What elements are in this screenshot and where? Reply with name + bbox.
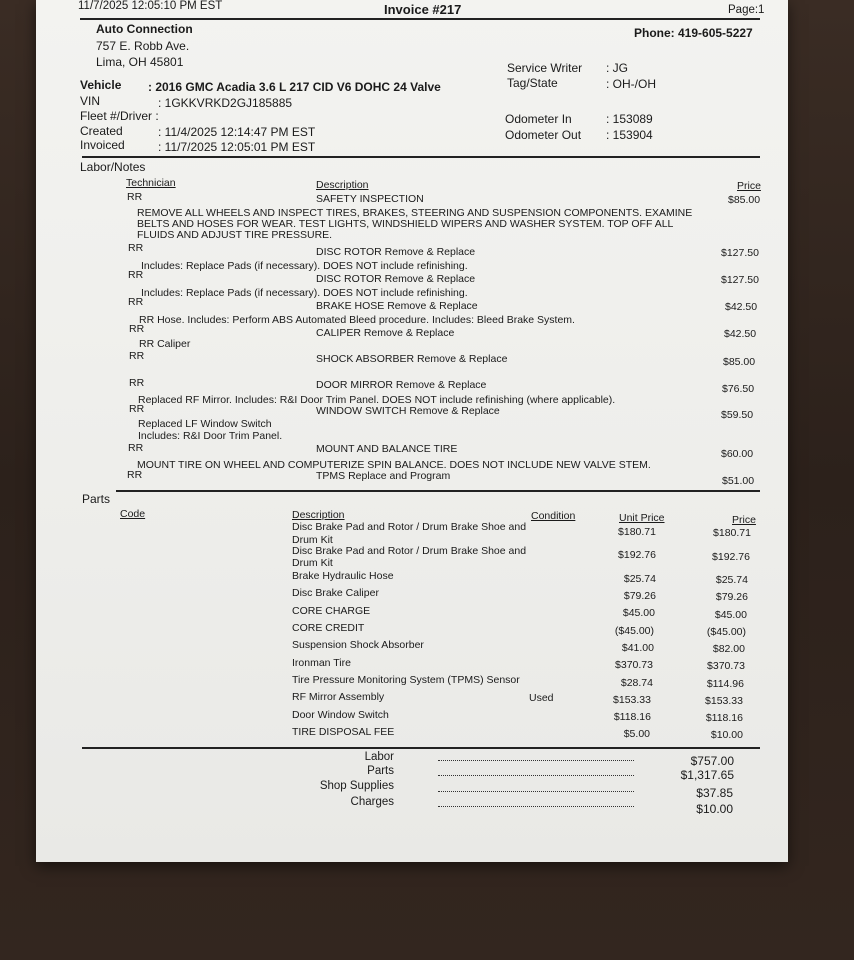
shop-address-line2: Lima, OH 45801 bbox=[96, 55, 184, 69]
fleet-label: Fleet #/Driver : bbox=[80, 109, 159, 123]
labor-tech: RR bbox=[128, 269, 144, 281]
part-description-cont: Drum Kit bbox=[292, 557, 333, 569]
part-unit-price: $118.16 bbox=[613, 711, 651, 723]
labor-price: $42.50 bbox=[724, 328, 757, 340]
labor-price: $42.50 bbox=[725, 301, 758, 313]
part-description: TIRE DISPOSAL FEE bbox=[292, 726, 395, 738]
part-unit-price: $370.73 bbox=[615, 659, 653, 671]
part-condition: Used bbox=[529, 692, 554, 704]
header-rule bbox=[80, 18, 760, 20]
part-unit-price: $192.76 bbox=[618, 549, 656, 561]
labor-price: $59.50 bbox=[721, 409, 754, 421]
total-label: Labor bbox=[364, 751, 394, 763]
vin-value: : 1GKKVRKD2GJ185885 bbox=[158, 96, 293, 110]
odometer-out-label: Odometer Out bbox=[505, 128, 582, 142]
labor-note: Includes: Replace Pads (if necessary). DOES NOT include refinishing. bbox=[141, 260, 468, 272]
part-description: CORE CREDIT bbox=[292, 622, 365, 634]
leader-dots bbox=[438, 806, 634, 807]
labor-price: $127.50 bbox=[721, 274, 759, 286]
labor-note: MOUNT TIRE ON WHEEL AND COMPUTERIZE SPIN BALANCE. DOES NOT INCLUDE NEW VALVE STEM. bbox=[137, 459, 651, 471]
labor-tech: RR bbox=[127, 191, 143, 203]
total-value: $757.00 bbox=[690, 754, 734, 768]
labor-tech: RR bbox=[129, 350, 145, 362]
part-description: Suspension Shock Absorber bbox=[292, 639, 424, 651]
labor-description: SHOCK ABSORBER Remove & Replace bbox=[316, 353, 508, 365]
labor-tech: RR bbox=[128, 442, 144, 454]
leader-dots bbox=[438, 791, 634, 792]
part-unit-price: $41.00 bbox=[621, 642, 654, 654]
vehicle-value: : 2016 GMC Acadia 3.6 L 217 CID V6 DOHC 24 Valve bbox=[148, 80, 441, 94]
part-unit-price: ($45.00) bbox=[614, 625, 654, 637]
created-value: : 11/4/2025 12:14:47 PM EST bbox=[158, 125, 316, 139]
part-price: $25.74 bbox=[715, 574, 748, 586]
labor-price: $85.00 bbox=[728, 194, 761, 206]
vin-label: VIN bbox=[80, 94, 101, 108]
parts-col-description: Description bbox=[292, 509, 345, 521]
part-unit-price: $79.26 bbox=[623, 590, 656, 602]
labor-description: MOUNT AND BALANCE TIRE bbox=[316, 443, 458, 455]
odometer-in-value: : 153089 bbox=[606, 112, 653, 126]
part-unit-price: $153.33 bbox=[613, 694, 651, 706]
part-price: $114.96 bbox=[706, 678, 744, 690]
part-price: $79.26 bbox=[715, 591, 748, 603]
labor-tech: RR bbox=[128, 242, 144, 254]
page-number: Page:1 bbox=[728, 4, 765, 16]
labor-description: TPMS Replace and Program bbox=[316, 470, 451, 482]
tag-state-label: Tag/State bbox=[507, 76, 558, 90]
total-label: Parts bbox=[367, 765, 394, 777]
part-price: $180.71 bbox=[713, 527, 751, 539]
labor-note: Replaced RF Mirror. Includes: R&I Door Trim Panel. DOES NOT include refinishing (where applicable). bbox=[138, 394, 616, 406]
part-price: $192.76 bbox=[712, 551, 750, 563]
part-price: $82.00 bbox=[712, 643, 745, 655]
labor-description: DOOR MIRROR Remove & Replace bbox=[316, 379, 487, 391]
parts-rule bbox=[82, 747, 760, 749]
part-price: $118.16 bbox=[705, 712, 743, 724]
parts-col-price: Price bbox=[732, 514, 756, 526]
labor-description: BRAKE HOSE Remove & Replace bbox=[316, 300, 478, 312]
labor-note: Replaced LF Window Switch bbox=[138, 418, 272, 430]
parts-section-title: Parts bbox=[82, 492, 111, 506]
created-label: Created bbox=[80, 124, 123, 138]
labor-description: SAFETY INSPECTION bbox=[316, 193, 424, 205]
part-description: RF Mirror Assembly bbox=[292, 691, 385, 703]
labor-description: WINDOW SWITCH Remove & Replace bbox=[316, 405, 500, 417]
invoiced-value: : 11/7/2025 12:05:01 PM EST bbox=[158, 140, 316, 154]
print-timestamp: 11/7/2025 12:05:10 PM EST bbox=[78, 0, 223, 12]
shop-address-line1: 757 E. Robb Ave. bbox=[96, 39, 190, 53]
labor-tech: RR bbox=[128, 296, 144, 308]
part-description: Tire Pressure Monitoring System (TPMS) Sensor bbox=[292, 674, 520, 686]
part-unit-price: $25.74 bbox=[623, 573, 656, 585]
service-writer-label: Service Writer bbox=[507, 61, 583, 75]
labor-col-description: Description bbox=[316, 179, 369, 191]
part-unit-price: $45.00 bbox=[622, 607, 655, 619]
part-description: Ironman Tire bbox=[292, 657, 351, 669]
total-value: $10.00 bbox=[696, 802, 733, 816]
part-description: Disc Brake Pad and Rotor / Drum Brake Shoe and bbox=[292, 521, 527, 533]
part-description: CORE CHARGE bbox=[292, 605, 371, 617]
part-description: Brake Hydraulic Hose bbox=[292, 570, 394, 582]
labor-note: RR Caliper bbox=[139, 338, 191, 350]
part-unit-price: $5.00 bbox=[623, 728, 650, 740]
vehicle-rule bbox=[82, 156, 760, 158]
leader-dots bbox=[438, 760, 634, 761]
labor-rule bbox=[116, 490, 760, 492]
part-price: $153.33 bbox=[705, 695, 743, 707]
labor-price: $51.00 bbox=[722, 475, 755, 487]
part-description: Disc Brake Caliper bbox=[292, 587, 379, 599]
labor-description: DISC ROTOR Remove & Replace bbox=[316, 246, 476, 258]
labor-price: $85.00 bbox=[723, 356, 756, 368]
part-unit-price: $180.71 bbox=[618, 526, 656, 538]
shop-name: Auto Connection bbox=[96, 22, 193, 36]
part-description: Door Window Switch bbox=[292, 709, 389, 721]
invoice-number: Invoice #217 bbox=[384, 2, 462, 17]
labor-note: Includes: R&I Door Trim Panel. bbox=[138, 430, 283, 442]
labor-tech: RR bbox=[129, 323, 145, 335]
labor-price: $76.50 bbox=[722, 383, 755, 395]
service-writer-value: : JG bbox=[606, 61, 629, 75]
labor-price: $127.50 bbox=[721, 247, 759, 259]
odometer-out-value: : 153904 bbox=[606, 128, 653, 142]
labor-note: Includes: Replace Pads (if necessary). DOES NOT include refinishing. bbox=[141, 287, 468, 299]
part-price: ($45.00) bbox=[706, 626, 746, 638]
labor-col-technician: Technician bbox=[126, 177, 176, 189]
part-price: $10.00 bbox=[710, 729, 743, 741]
invoice-paper bbox=[36, 0, 788, 862]
total-label: Shop Supplies bbox=[319, 780, 394, 792]
labor-section-title: Labor/Notes bbox=[80, 160, 146, 174]
odometer-in-label: Odometer In bbox=[505, 112, 572, 126]
labor-col-price: Price bbox=[737, 180, 761, 192]
part-unit-price: $28.74 bbox=[620, 677, 653, 689]
total-label: Charges bbox=[350, 796, 394, 808]
part-price: $45.00 bbox=[714, 609, 747, 621]
labor-note: REMOVE ALL WHEELS AND INSPECT TIRES, BRAKES, STEERING AND SUSPENSION COMPONENTS. EXAMINE BELTS AND HOSES FOR WEAR. TEST LIGHTS, WINDSHIELD WIPERS AND WASHER SYSTEM. TOP OFF ALL FLUIDS AND ADJUST TIRE PRESSURE. bbox=[137, 207, 693, 241]
parts-col-unit-price: Unit Price bbox=[619, 512, 665, 524]
total-value: $1,317.65 bbox=[680, 768, 734, 782]
part-price: $370.73 bbox=[707, 660, 745, 672]
parts-col-condition: Condition bbox=[531, 510, 576, 522]
vehicle-label: Vehicle bbox=[80, 78, 122, 92]
labor-tech: RR bbox=[129, 377, 145, 389]
total-value: $37.85 bbox=[696, 786, 733, 800]
labor-description: DISC ROTOR Remove & Replace bbox=[316, 273, 476, 285]
tag-state-value: : OH-/OH bbox=[606, 77, 656, 91]
part-description-cont: Drum Kit bbox=[292, 534, 333, 546]
labor-note: RR Hose. Includes: Perform ABS Automated Bleed procedure. Includes: Bleed Brake System. bbox=[139, 314, 575, 326]
labor-description: CALIPER Remove & Replace bbox=[316, 327, 455, 339]
shop-phone: Phone: 419-605-5227 bbox=[634, 26, 753, 40]
labor-tech: RR bbox=[127, 469, 143, 481]
labor-tech: RR bbox=[129, 403, 145, 415]
invoiced-label: Invoiced bbox=[80, 138, 125, 152]
parts-col-code: Code bbox=[120, 508, 146, 520]
leader-dots bbox=[438, 775, 634, 776]
labor-price: $60.00 bbox=[721, 448, 754, 460]
part-description: Disc Brake Pad and Rotor / Drum Brake Shoe and bbox=[292, 545, 527, 557]
